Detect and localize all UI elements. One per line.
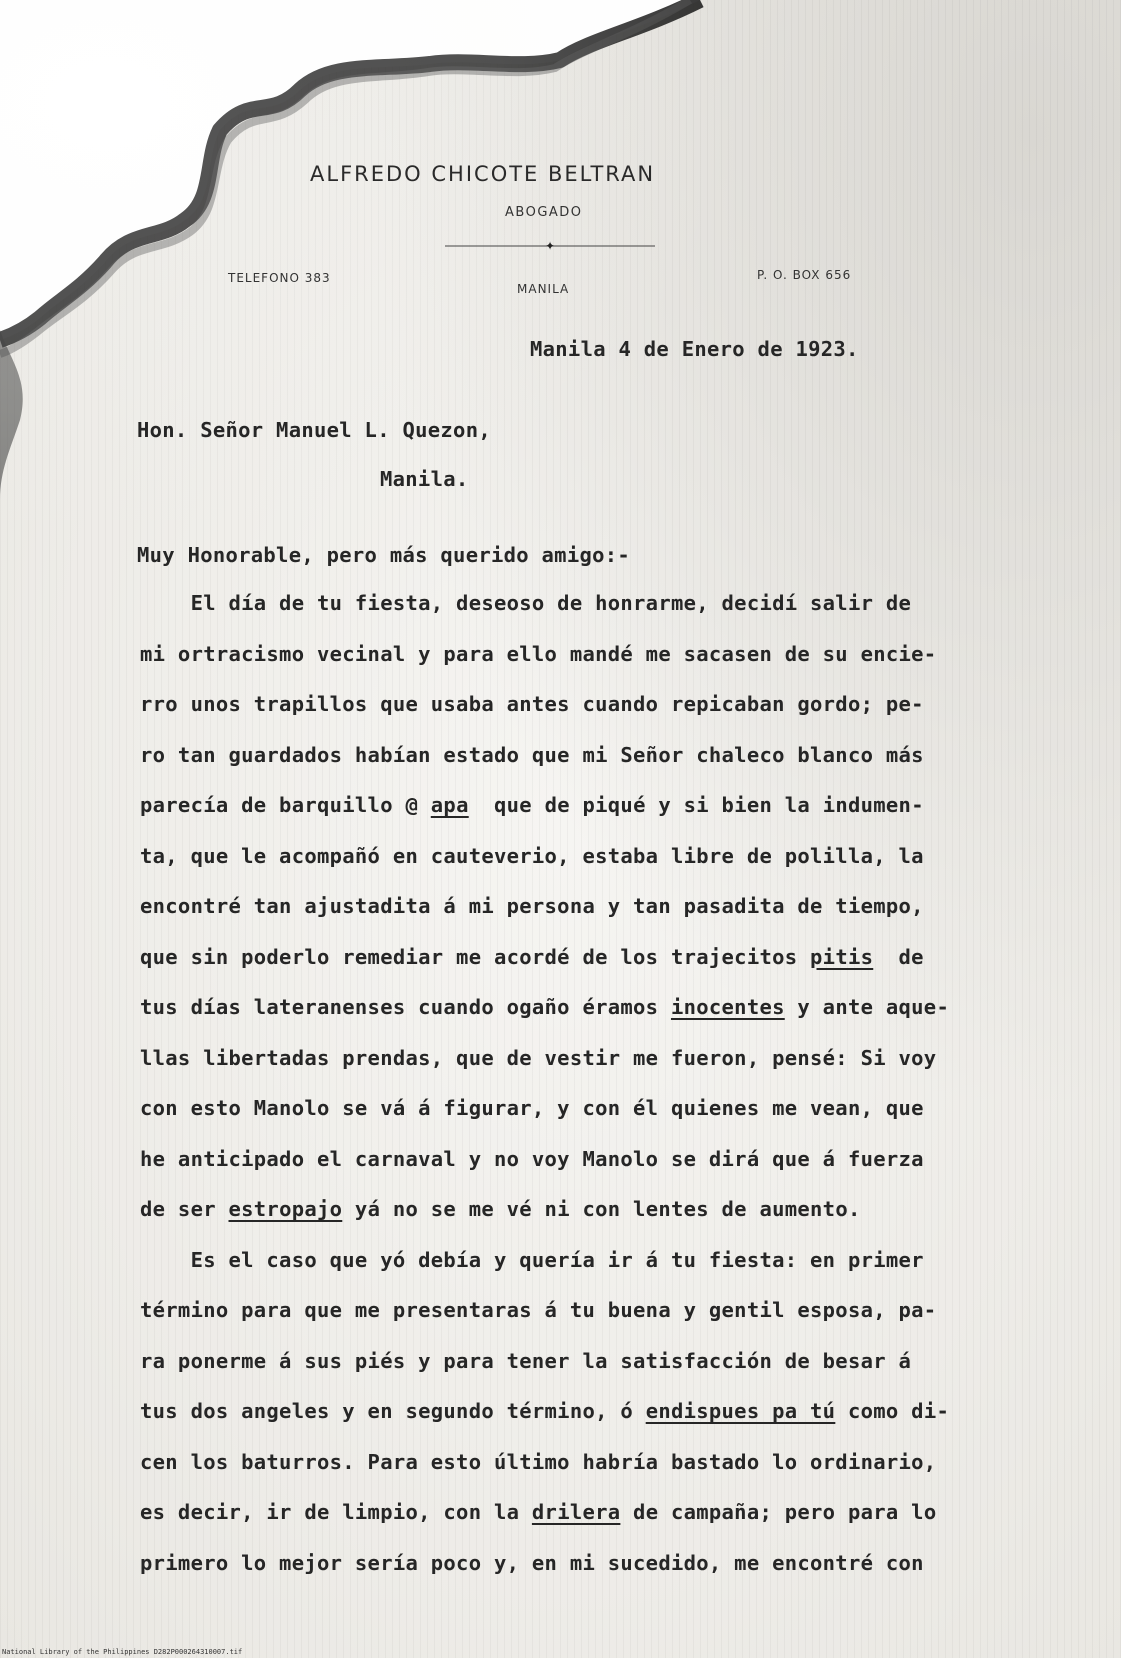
letter-body-line: [140, 1500, 936, 1524]
letter-body-line: [140, 1298, 936, 1322]
underlined-word: endispues pa tú: [645, 1399, 836, 1423]
letter-body-line: [140, 1551, 924, 1575]
letter-body-line: [140, 692, 924, 716]
letterhead-name: ALFREDO CHICOTE BELTRAN: [310, 162, 656, 186]
letter-body-line: [140, 1349, 911, 1373]
letter-addressee-city: Manila.: [380, 467, 469, 491]
letter-body-line: [140, 1096, 924, 1120]
line-text: cen los baturros. Para esto último habría bastado lo ordinario,: [140, 1449, 937, 1474]
underlined-word: inocentes: [670, 995, 785, 1019]
line-text: y ante aque-: [784, 995, 950, 1019]
letter-body-line: [140, 995, 949, 1019]
underlined-word: apa: [430, 793, 469, 817]
line-text: de ser: [140, 1197, 229, 1221]
letterhead-profession: ABOGADO: [505, 205, 583, 220]
letter-body-line: [140, 945, 924, 969]
line-text: rro unos trapillos que usaba antes cuando repicaban gordo; pe-: [140, 692, 924, 716]
line-text: con esto Manolo se vá á figurar, y con él quienes me vean, que: [140, 1096, 924, 1120]
letter-body-line: [140, 1450, 936, 1474]
letterhead-pobox: P. O. BOX 656: [757, 268, 852, 282]
line-text: de campaña; pero para lo: [620, 1500, 937, 1524]
letter-body-line: [140, 894, 924, 918]
letter-body-line: [140, 1197, 861, 1221]
letterhead: [0, 0, 1121, 300]
line-text: yá no se me vé ni con lentes de aumento.: [342, 1197, 861, 1221]
line-text: ra ponerme á sus piés y para tener la satisfacción de besar á: [140, 1348, 912, 1373]
underlined-word: pitis: [810, 944, 874, 969]
line-text: como di-: [835, 1399, 950, 1423]
letter-addressee: Hon. Señor Manuel L. Quezon,: [137, 418, 491, 442]
letter-body-line: [140, 743, 924, 767]
letter-body-line: [140, 844, 924, 868]
letterhead-phone: TELEFONO 383: [228, 271, 331, 285]
archive-footer: National Library of the Philippines D282P000264310007.tif: [2, 1648, 243, 1656]
line-text: de: [873, 944, 924, 969]
line-text: El día de tu fiesta, deseoso de honrarme, decidí salir de: [140, 591, 912, 615]
letter-body-line: [140, 591, 911, 615]
letter-body-line: [140, 642, 936, 666]
line-text: he anticipado el carnaval y no voy Manolo se dirá que á fuerza: [140, 1146, 924, 1171]
line-text: Es el caso que yó debía y quería ir á tu fiesta: en primer: [140, 1247, 924, 1272]
letter-body-line: [140, 1147, 924, 1171]
line-text: tus días lateranenses cuando ogaño éramos: [140, 995, 671, 1019]
letter-body-line: [140, 1046, 936, 1070]
line-text: llas libertadas prendas, que de vestir me fueron, pensé: Si voy: [140, 1045, 937, 1070]
letter-salutation: Muy Honorable, pero más querido amigo:-: [137, 543, 631, 567]
line-text: tus dos angeles y en segundo término, ó: [140, 1399, 646, 1423]
letterhead-city: MANILA: [517, 282, 570, 296]
line-text: que sin poderlo remediar me acordé de los trajecitos: [140, 944, 811, 969]
line-text: primero lo mejor sería poco y, en mi sucedido, me encontré con: [140, 1550, 924, 1575]
line-text: parecía de barquillo @: [140, 793, 431, 817]
letter-body-line: [140, 1248, 924, 1272]
letterhead-ornament-icon: ✦: [544, 240, 556, 252]
underlined-word: estropajo: [228, 1197, 343, 1221]
letter-body-line: [140, 1399, 949, 1423]
line-text: ta, que le acompañó en cauteverio, estaba libre de polilla, la: [140, 843, 924, 868]
letter-body-line: [140, 793, 924, 817]
line-text: mi ortracismo vecinal y para ello mandé me sacasen de su encie-: [140, 641, 937, 666]
underlined-word: drilera: [531, 1500, 621, 1524]
line-text: encontré tan ajustadita á mi persona y tan pasadita de tiempo,: [140, 894, 924, 918]
line-text: ro tan guardados habían estado que mi Señor chaleco blanco más: [140, 742, 924, 767]
line-text: es decir, ir de limpio, con la: [140, 1500, 532, 1524]
letterhead-divider: [445, 240, 655, 252]
line-text: término para que me presentaras á tu buena y gentil esposa, pa-: [140, 1298, 937, 1322]
letter-date: Manila 4 de Enero de 1923.: [530, 337, 859, 361]
line-text: que de piqué y si bien la indumen-: [468, 793, 924, 817]
